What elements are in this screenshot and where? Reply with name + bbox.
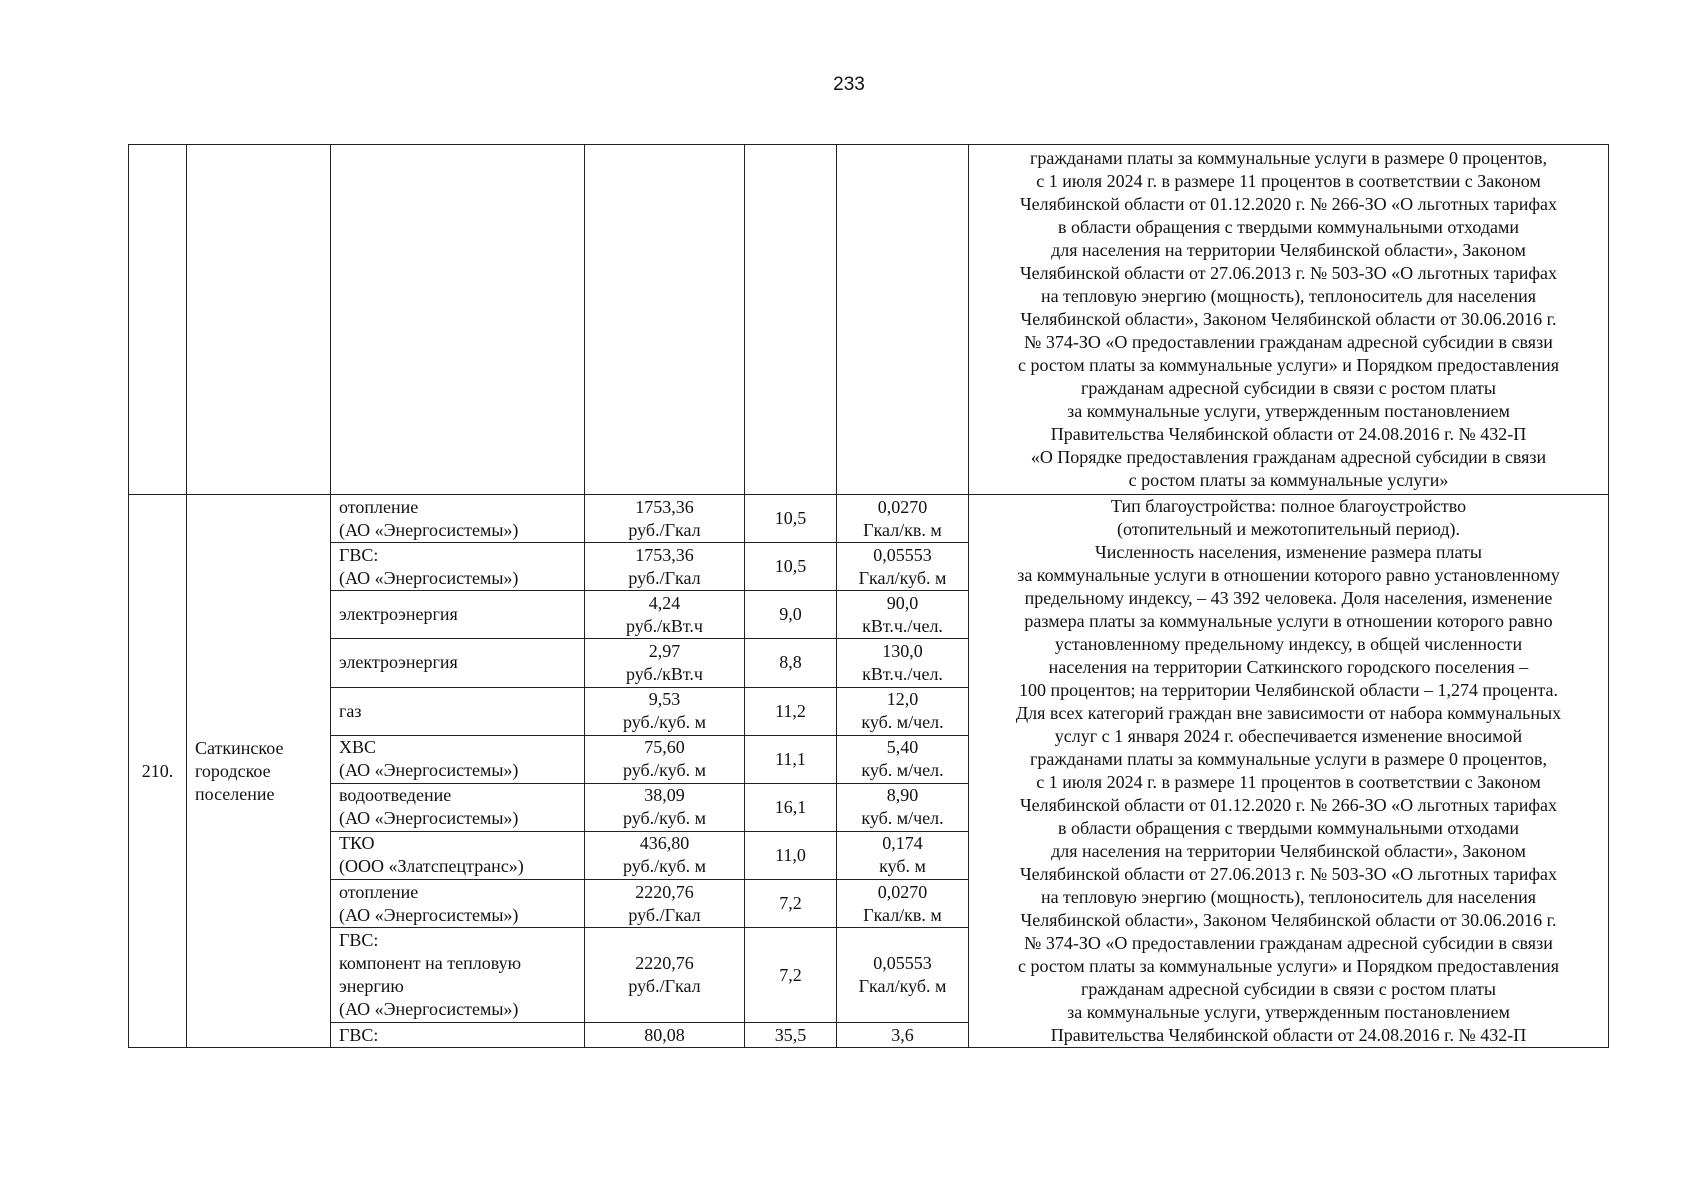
norm-line: куб. м/чел. — [861, 760, 944, 781]
tariff-line: 2,97 — [648, 640, 681, 661]
description-line: «О Порядке предоставления гражданам адресной субсидии в связи — [1030, 447, 1547, 467]
service-name-line: (АО «Энергосистемы») — [339, 808, 519, 829]
service-name — [331, 928, 585, 1023]
service-name — [331, 735, 585, 783]
tariff — [585, 639, 745, 687]
tariff — [585, 687, 745, 735]
service-name-line: ТКО — [339, 833, 375, 854]
consumption-norm — [837, 543, 969, 591]
tariff-line: 4,24 — [648, 592, 681, 613]
norm-line: куб. м/чел. — [861, 712, 944, 733]
description-line: 100 процентов; на территории Челябинской области – 1,274 процента. — [1019, 680, 1558, 700]
norm-line: 130,0 — [882, 640, 923, 661]
norm-line: 0,0270 — [877, 881, 928, 902]
municipality-line: городское — [195, 760, 271, 781]
service-name-line: электроэнергия — [339, 604, 458, 625]
change-index: 11,1 — [745, 735, 837, 783]
service-name-line: отопление — [339, 496, 419, 517]
norm-line: 0,174 — [882, 833, 923, 854]
tariff-line: 1753,36 — [635, 544, 694, 565]
norm-line: кВт.ч./чел. — [862, 615, 943, 636]
description-line: с ростом платы за коммунальные услуги» и Порядком предоставления — [1017, 355, 1560, 375]
service-name-line: газ — [339, 700, 362, 721]
description-line: (отопительный и межотопительный период). — [1116, 519, 1460, 539]
norm-line: Гкал/куб. м — [858, 567, 947, 588]
cell-empty — [187, 145, 331, 495]
description-line: Численность населения, изменение размера платы — [1095, 542, 1482, 562]
description-line: предельному индексу, – 43 392 человека. Доля населения, изменение — [1024, 588, 1553, 608]
norm-line: куб. м/чел. — [861, 808, 944, 829]
service-name-line: ГВС: — [339, 544, 379, 565]
norm-line: куб. м — [879, 856, 926, 877]
description-line: Челябинской области от 27.06.2013 г. № 503-ЗО «О льготных тарифах — [1019, 263, 1557, 283]
service-name-line: компонент на тепловую — [339, 953, 522, 974]
consumption-norm — [837, 1023, 969, 1048]
consumption-norm — [837, 831, 969, 879]
table-body — [129, 145, 1609, 1048]
norm-line: 5,40 — [886, 737, 919, 758]
description-line: Для всех категорий граждан вне зависимости от набора коммунальных — [1015, 703, 1562, 723]
tariff-line: руб./куб. м — [623, 712, 706, 733]
cell-empty — [129, 145, 187, 495]
description-line: гражданам адресной субсидии в связи с ростом платы — [1080, 979, 1496, 999]
municipality-line: поселение — [195, 783, 275, 804]
tariff — [585, 831, 745, 879]
norm-line: 0,0270 — [877, 496, 928, 517]
description-line: № 374-ЗО «О предоставлении гражданам адресной субсидии в связи — [1024, 332, 1553, 352]
service-name — [331, 783, 585, 831]
service-name-line: отопление — [339, 881, 419, 902]
service-name — [331, 639, 585, 687]
description-text — [969, 495, 1609, 1048]
description-line: за коммунальные услуги, утвержденным постановлением — [1067, 401, 1510, 421]
description-line: с ростом платы за коммунальные услуги» и Порядком предоставления — [1017, 956, 1560, 976]
norm-line: 8,90 — [886, 785, 919, 806]
tariff-line: 436,80 — [639, 833, 690, 854]
continuation-row — [129, 145, 1609, 495]
description-line: с 1 июля 2024 г. в размере 11 процентов в соответствии с Законом — [1036, 171, 1541, 191]
service-name — [331, 495, 585, 543]
change-index: 35,5 — [745, 1023, 837, 1048]
tariff-line: 80,08 — [644, 1024, 685, 1045]
description-line: размера платы за коммунальные услуги в отношении которого равно — [1024, 611, 1553, 631]
tariff-line: 2220,76 — [635, 953, 694, 974]
service-name-line: (АО «Энергосистемы») — [339, 999, 519, 1020]
description-line: Тип благоустройства: полное благоустройство — [1110, 496, 1467, 516]
tariff-line: руб./Гкал — [628, 904, 701, 925]
service-name — [331, 687, 585, 735]
service-name-line: (АО «Энергосистемы») — [339, 904, 519, 925]
norm-line: Гкал/кв. м — [863, 904, 942, 925]
tariff-line: руб./кВт.ч — [625, 615, 703, 636]
tariff-line: руб./куб. м — [623, 856, 706, 877]
tariff — [585, 928, 745, 1023]
description-line: гражданам адресной субсидии в связи с ростом платы — [1080, 378, 1496, 398]
norm-line: 90,0 — [886, 592, 919, 613]
cell-empty — [837, 145, 969, 495]
description-line: с 1 июля 2024 г. в размере 11 процентов в соответствии с Законом — [1036, 772, 1541, 792]
description-line: № 374-ЗО «О предоставлении гражданам адресной субсидии в связи — [1024, 933, 1553, 953]
description-line: Правительства Челябинской области от 24.08.2016 г. № 432-П — [1050, 1025, 1527, 1045]
description-line: с ростом платы за коммунальные услуги» — [1128, 470, 1449, 490]
change-index: 7,2 — [745, 928, 837, 1023]
cell-empty — [745, 145, 837, 495]
cell-empty — [331, 145, 585, 495]
service-name — [331, 543, 585, 591]
change-index: 11,0 — [745, 831, 837, 879]
consumption-norm — [837, 880, 969, 928]
tariff-line: 38,09 — [644, 785, 685, 806]
consumption-norm — [837, 928, 969, 1023]
norm-line: кВт.ч./чел. — [862, 663, 943, 684]
description-line: за коммунальные услуги в отношении которого равно установленному — [1017, 565, 1560, 585]
description-line: Челябинской области от 01.12.2020 г. № 266-ЗО «О льготных тарифах — [1019, 194, 1557, 214]
tariff-line: руб./Гкал — [628, 567, 701, 588]
service-name-line: (ООО «Златспецтранс») — [339, 856, 524, 877]
description-line: услуг с 1 января 2024 г. обеспечивается изменение вносимой — [1054, 726, 1523, 746]
description-line: гражданами платы за коммунальные услуги в размере 0 процентов, — [1030, 749, 1547, 769]
tariff-line: руб./Гкал — [628, 519, 701, 540]
page-number: 233 — [833, 74, 865, 95]
description-line: гражданами платы за коммунальные услуги в размере 0 процентов, — [1030, 148, 1547, 168]
tariff-table — [128, 144, 1609, 1048]
description-line: установленному предельному индексу, в общей численности — [1054, 634, 1523, 654]
description-line: на тепловую энергию (мощность), теплоноситель для населения — [1040, 286, 1537, 306]
service-name-line: (АО «Энергосистемы») — [339, 567, 519, 588]
service-name-line: водоотведение — [339, 785, 452, 806]
tariff — [585, 783, 745, 831]
service-name-line: ГВС: — [339, 930, 379, 951]
change-index: 11,2 — [745, 687, 837, 735]
norm-line: Гкал/куб. м — [858, 976, 947, 997]
service-name — [331, 591, 585, 639]
entry-number: 210. — [129, 495, 187, 1048]
tariff-line: руб./кВт.ч — [625, 663, 703, 684]
norm-line: 0,05553 — [873, 544, 932, 565]
change-index: 7,2 — [745, 880, 837, 928]
cell-empty — [585, 145, 745, 495]
description-line: на тепловую энергию (мощность), теплоноситель для населения — [1040, 887, 1537, 907]
norm-line: Гкал/кв. м — [863, 519, 942, 540]
consumption-norm — [837, 783, 969, 831]
consumption-norm — [837, 495, 969, 543]
service-name — [331, 1023, 585, 1048]
tariff-line: руб./куб. м — [623, 760, 706, 781]
norm-line: 0,05553 — [873, 953, 932, 974]
tariff-line: 1753,36 — [635, 496, 694, 517]
service-name-line: ГВС: — [339, 1024, 379, 1045]
change-index: 8,8 — [745, 639, 837, 687]
description-line: для населения на территории Челябинской области», Законом — [1051, 841, 1526, 861]
service-name-line: энергию — [339, 976, 404, 997]
consumption-norm — [837, 687, 969, 735]
tariff — [585, 495, 745, 543]
norm-line: 3,6 — [891, 1024, 914, 1045]
description-line: в области обращения с твердыми коммунальными отходами — [1057, 217, 1520, 237]
tariff-line: 2220,76 — [635, 881, 694, 902]
tariff-line: 75,60 — [644, 737, 685, 758]
description-line: Челябинской области», Законом Челябинской области от 30.06.2016 г. — [1020, 910, 1557, 930]
tariff — [585, 880, 745, 928]
service-row — [129, 495, 1609, 543]
description-line: Челябинской области от 01.12.2020 г. № 266-ЗО «О льготных тарифах — [1019, 795, 1557, 815]
tariff — [585, 735, 745, 783]
service-name-line: (АО «Энергосистемы») — [339, 760, 519, 781]
consumption-norm — [837, 591, 969, 639]
tariff — [585, 591, 745, 639]
municipality-name — [187, 495, 331, 1048]
tariff-line: руб./куб. м — [623, 808, 706, 829]
service-name — [331, 880, 585, 928]
description-line: Правительства Челябинской области от 24.08.2016 г. № 432-П — [1050, 424, 1527, 444]
service-name — [331, 831, 585, 879]
change-index: 10,5 — [745, 495, 837, 543]
description-line: для населения на территории Челябинской области», Законом — [1051, 240, 1526, 260]
tariff-line: руб./Гкал — [628, 976, 701, 997]
change-index: 9,0 — [745, 591, 837, 639]
tariff-line: 9,53 — [648, 689, 681, 710]
service-name-line: ХВС — [339, 737, 377, 758]
municipality-line: Саткинское — [195, 737, 284, 758]
continuation-text — [969, 145, 1609, 495]
tariff — [585, 1023, 745, 1048]
change-index: 10,5 — [745, 543, 837, 591]
tariff — [585, 543, 745, 591]
service-name-line: (АО «Энергосистемы») — [339, 519, 519, 540]
description-line: Челябинской области», Законом Челябинской области от 30.06.2016 г. — [1020, 309, 1557, 329]
consumption-norm — [837, 639, 969, 687]
description-line: Челябинской области от 27.06.2013 г. № 503-ЗО «О льготных тарифах — [1019, 864, 1557, 884]
norm-line: 12,0 — [886, 689, 919, 710]
consumption-norm — [837, 735, 969, 783]
description-line: населения на территории Саткинского городского поселения – — [1048, 657, 1529, 677]
description-line: за коммунальные услуги, утвержденным постановлением — [1067, 1002, 1510, 1022]
change-index: 16,1 — [745, 783, 837, 831]
description-line: в области обращения с твердыми коммунальными отходами — [1057, 818, 1520, 838]
service-name-line: электроэнергия — [339, 652, 458, 673]
